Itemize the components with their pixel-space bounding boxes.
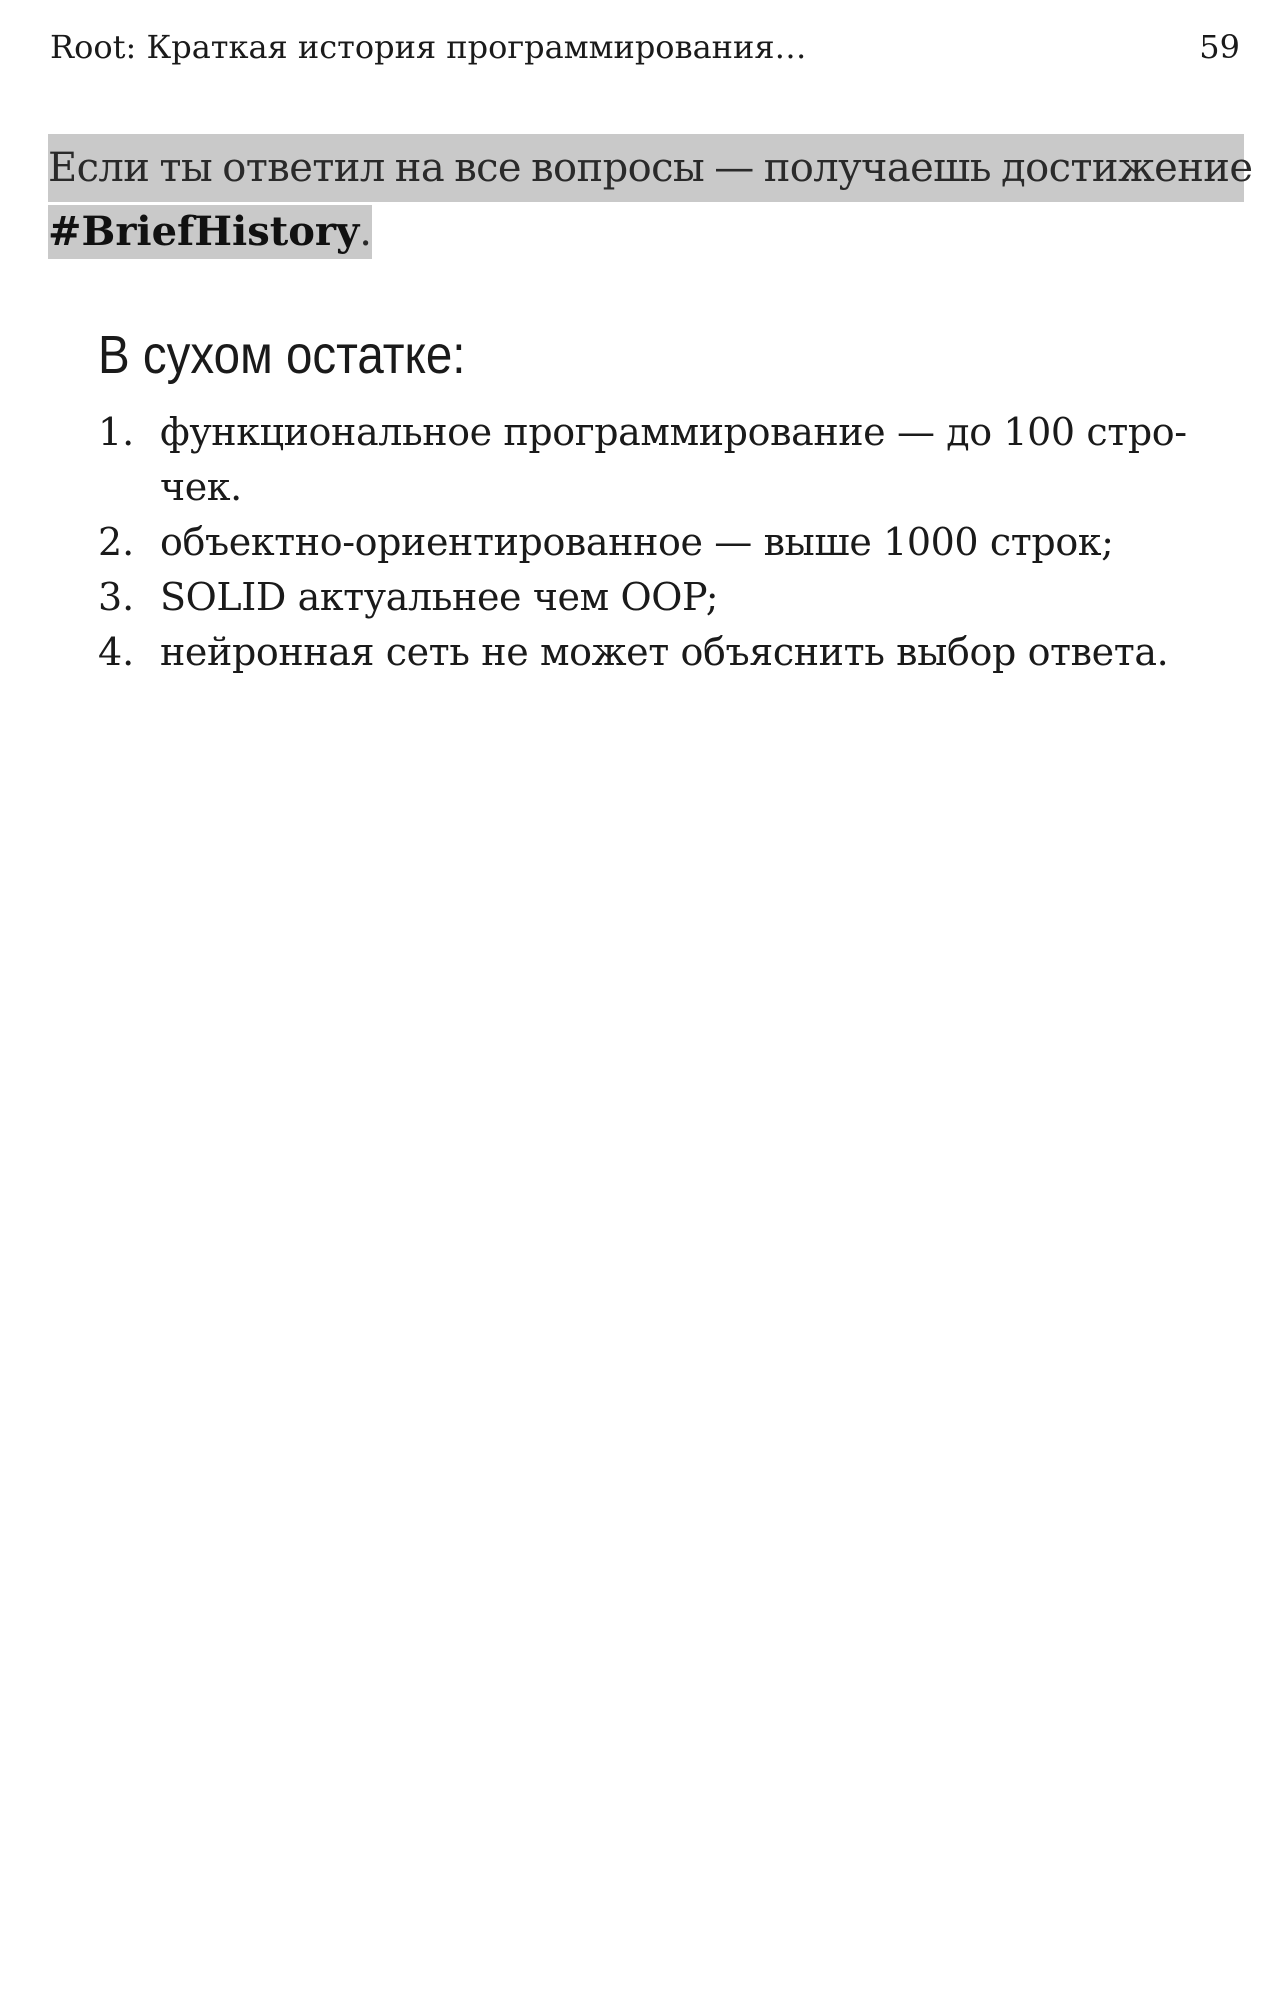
end-period: .: [359, 209, 372, 255]
list-item: [98, 405, 1248, 515]
list-item-text: объектно-ориентированное — выше 1000 строк;: [160, 520, 1114, 564]
running-title: Root: Краткая история программирования…: [50, 28, 807, 66]
list-item-number: 2.: [98, 520, 135, 564]
list-item-text: нейронная сеть не может объяснить выбор ответа.: [160, 630, 1169, 674]
running-header: [50, 28, 1240, 80]
achievement-paragraph: [48, 134, 1253, 262]
list-item-text: SOLID актуальнее чем OOP;: [160, 575, 719, 619]
highlighted-line: Если ты ответил на все вопросы — получаешь достижение: [48, 134, 1244, 202]
highlighted-hashtag-line: [48, 205, 372, 259]
page-number: 59: [1199, 28, 1240, 66]
section-title: В сухом остатке:: [98, 325, 466, 385]
list-item: [98, 625, 1248, 680]
list-item-number: 4.: [98, 630, 135, 674]
list-item-number: 1.: [98, 410, 135, 454]
achievement-hashtag: #BriefHistory: [48, 208, 360, 255]
list-item-number: 3.: [98, 575, 135, 619]
list-item: [98, 570, 1248, 625]
list-item-text: функциональное программирование — до 100 стро-чек.: [160, 410, 1187, 509]
list-item: [98, 515, 1248, 570]
summary-list: [98, 405, 1248, 680]
